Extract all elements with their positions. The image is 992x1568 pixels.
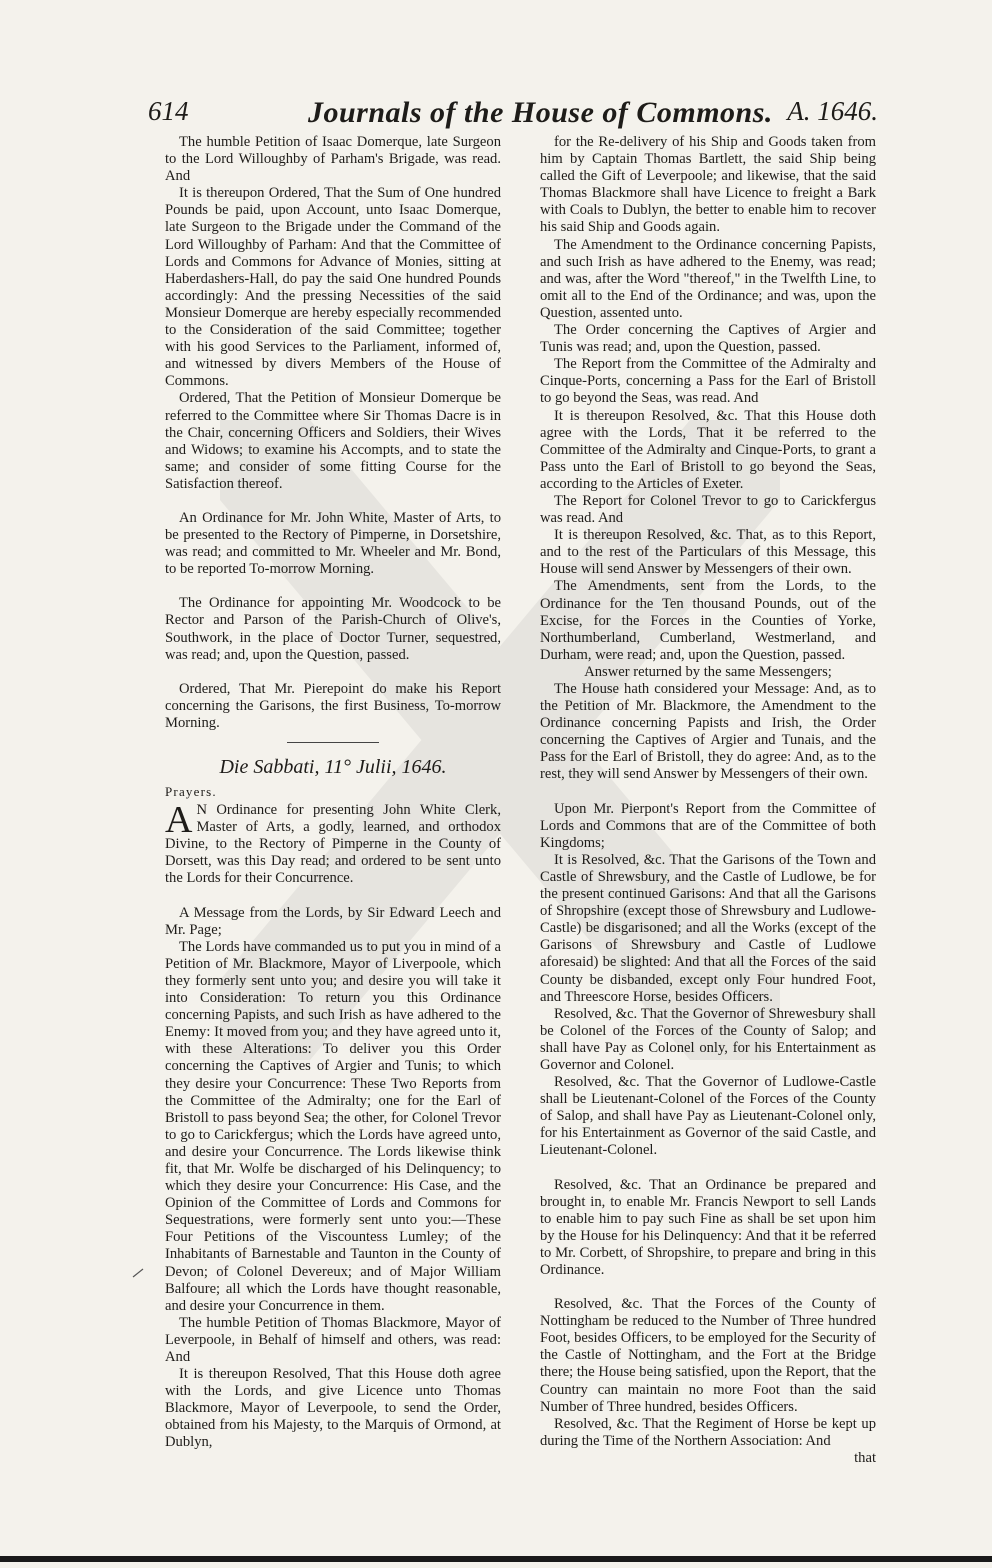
paragraph: The House hath considered your Message: And, as to the Petition of Mr. Blackmore, the Amendment to the Ordinance concerning Papists and Irish, the Order concerning the Captives of Argier and Tunais, and the Pass for the Earl of Bristoll, they do agree: And, as to the rest, they will send Answer by Messengers of their own.: [540, 681, 876, 783]
paragraph: Ordered, That Mr. Pierepoint do make his Report concerning the Garisons, the first Business, To-morrow Morning.: [165, 680, 501, 731]
prayers-label: Prayers.: [165, 784, 217, 799]
paragraph: Resolved, &c. That the Regiment of Horse be kept up during the Time of the Northern Association: And: [540, 1415, 876, 1449]
paragraph: An Ordinance for Mr. John White, Master of Arts, to be presented to the Rectory of Pimperne, in Dorsetshire, was read; and committed to Mr. Wheeler and Mr. Bond, to be reported To-morrow Morning.: [165, 509, 501, 578]
paragraph: The humble Petition of Thomas Blackmore, Mayor of Leverpoole, in Behalf of himself and others, was read: And: [165, 1314, 501, 1365]
page-header: [148, 96, 878, 136]
right-column: [540, 134, 876, 1467]
paragraph: The Amendment to the Ordinance concerning Papists, and such Irish as have adhered to the Enemy, was read; and was, after the Word "thereof," in the Twelfth Line, to omit all to the End of the Ordinance; and was, upon the Question, assented unto.: [540, 236, 876, 321]
paragraph: The Amendments, sent from the Lords, to the Ordinance for the Ten thousand Pounds, out of the Excise, for the Forces in the Counties of Yorke, Northumberland, Cumberland, Westmerland, and Durham, were read; and, upon the Question, passed.: [540, 578, 876, 663]
page-number: 614: [148, 96, 189, 126]
paragraph: The Order concerning the Captives of Argier and Tunis was read; and, upon the Question, passed.: [540, 322, 876, 356]
paragraph: The Report from the Committee of the Admiralty and Cinque-Ports, concerning a Pass for the Earl of Bristoll to go beyond the Seas, was read. And: [540, 356, 876, 407]
left-column: [165, 134, 501, 1452]
paragraph: for the Re-delivery of his Ship and Goods taken from him by Captain Thomas Bartlett, the said Ship being called the Gift of Leverpoole; and likewise, that the said Thomas Blackmore shall have Licence to freight a Bark with Coals to Dublyn, the better to enable him to recover his said Ship and Goods again.: [540, 134, 876, 236]
paragraph: Resolved, &c. That an Ordinance be prepared and brought in, to enable Mr. Francis Newport to sell Lands to enable him to pay such Fine as shall be set upon him by the House for his Delinquency: And that it be referred to Mr. Corbett, of Shropshire, to prepare and bring in this Ordinance.: [540, 1176, 876, 1278]
paragraph: Upon Mr. Pierpont's Report from the Committee of Lords and Commons that are of the Committee of both Kingdoms;: [540, 800, 876, 851]
paragraph: A N Ordinance for presenting John White Clerk, Master of Arts, a godly, learned, and orthodox Divine, to the Rectory of Pimperne in the County of Dorsett, was this Day read; and ordered to be sent unto the Lords for their Concurrence.: [165, 799, 501, 887]
paragraph: The Ordinance for appointing Mr. Woodcock to be Rector and Parson of the Parish-Church of Olive's, Southwork, in the place of Doctor Turner, sequestred, was read; and, upon the Question, passed.: [165, 595, 501, 663]
paragraph: Answer returned by the same Messengers;: [584, 663, 832, 680]
margin-mark: [132, 1268, 144, 1278]
date-heading: Die Sabbati, 11° Julii, 1646.: [219, 756, 447, 778]
paragraph: The Lords have commanded us to put you in mind of a Petition of Mr. Blackmore, Mayor of Liverpoole, which they formerly sent unto you; and desire you will take it into Consideration: To return you this Ordinance concerning Papists, and such Irish as have adhered to the Enemy: It moved from you; and they have agreed unto it, with these Alterations: To deliver you this Order concerning the Captives of Argier and Tunis; to which they desire your Concurrence: These Two Reports from the Committee of the Admiralty; one for the Earl of Bristoll to pass beyond Sea; the other, for Colonel Trevor to go to Carickfergus; which the Lords have agreed unto, and desire your Concurrence. The Lords likewise think fit, that Mr. Wolfe be discharged of his Delinquency; to which they desire your Concurrence: His Case, and the Opinion of the Committee of Lords and Commons for Sequestrations, were formerly sent unto you:—These Four Petitions of the Viscountess Lumley; of the Inhabitants of Barnestable and Taunton in the County of Devon; of Colonel Devereux; and of Major William Balfoure; all which the Lords have thought reasonable, and desire your Concurrence in them.: [165, 938, 501, 1314]
paragraph: It is thereupon Ordered, That the Sum of One hundred Pounds be paid, upon Account, unto Isaac Domerque, late Surgeon to the Brigade under the Command of the Lord Willoughby of Parham: And that the Committee of Lords and Commons for Advance of Monies, sitting at Haberdashers-Hall, do pay the said One hundred Pounds accordingly: And the pressing Necessities of the said Monsieur Domerque are hereby especially recommended to the Consideration of the said Committee; together with his good Services to the Parliament, informed of, and witnessed by divers Members of the House of Commons.: [165, 185, 501, 390]
paragraph: The humble Petition of Isaac Domerque, late Surgeon to the Lord Willoughby of Parham's Brigade, was read. And: [165, 134, 501, 185]
paragraph: The Report for Colonel Trevor to go to Carickfergus was read. And: [540, 492, 876, 527]
paragraph: Ordered, That the Petition of Monsieur Domerque be referred to the Committee where Sir Thomas Dacre is in the Chair, concerning Officers and Soldiers, their Wives and Widows; to examine his Accompts, and to state the same; and consider of some fitting Course for the Satisfaction thereof.: [165, 390, 501, 492]
paragraph: It is thereupon Resolved, &c. That this House doth agree with the Lords, That it be referred to the Committee of the Admiralty and Cinque-Ports, to grant a Pass unto the Earl of Bristoll to go beyond the Seas, according to the Articles of Exeter.: [540, 407, 876, 492]
year-label: A. 1646.: [787, 96, 878, 126]
paragraph: Resolved, &c. That the Forces of the County of Nottingham be reduced to the Number of Three hundred Foot, besides Officers, to be employed for the Security of the Castle of Nottingham, and the Fort at the Bridge there; the House being satisfied, upon the Report, that the Country can maintain no more Foot than the said Number of Three hundred, besides Officers.: [540, 1296, 876, 1415]
bottom-rule: [0, 1556, 992, 1562]
paragraph: Resolved, &c. That the Governor of Ludlowe-Castle shall be Lieutenant-Colonel of the Forces of the County of Salop, and shall have Pay as Lieutenant-Colonel only, for his Entertainment as Governor of the said Castle, and Lieutenant-Colonel.: [540, 1074, 876, 1159]
paragraph: It is thereupon Resolved, &c. That, as to this Report, and to the rest of the Particulars of this Message, this House will send Answer by Messengers of their own.: [540, 527, 876, 578]
section-divider: [287, 742, 379, 743]
paragraph: A Message from the Lords, by Sir Edward Leech and Mr. Page;: [165, 904, 501, 938]
catchword: that: [854, 1449, 876, 1466]
drop-cap: A: [165, 799, 193, 842]
paragraph: It is thereupon Resolved, That this House doth agree with the Lords, and give Licence unto Thomas Blackmore, Mayor of Leverpoole, to send the Order, obtained from his Majesty, to the Marquis of Ormond, at Dublyn,: [165, 1366, 501, 1451]
paragraph: Resolved, &c. That the Governor of Shrewesbury shall be Colonel of the Forces of the County of Salop; and shall have Pay as Colonel only, for his Entertainment as Governor and Colonel.: [540, 1005, 876, 1073]
paragraph: It is Resolved, &c. That the Garisons of the Town and Castle of Shrewsbury, and the Castle of Ludlowe, be for the present continued Garisons: And that all the Garisons of Shropshire (except those of Shrewsbury and Ludlowe-Castle) be disgarisoned; and all the Works (except of the Garisons of Shrewsbury and Castle of Ludlowe aforesaid) be slighted: And that all the Forces of the said County be disbanded, except only Four hundred Foot, and Threescore Horse, besides Officers.: [540, 851, 876, 1005]
journal-title: Journals of the House of Commons.: [308, 96, 773, 129]
